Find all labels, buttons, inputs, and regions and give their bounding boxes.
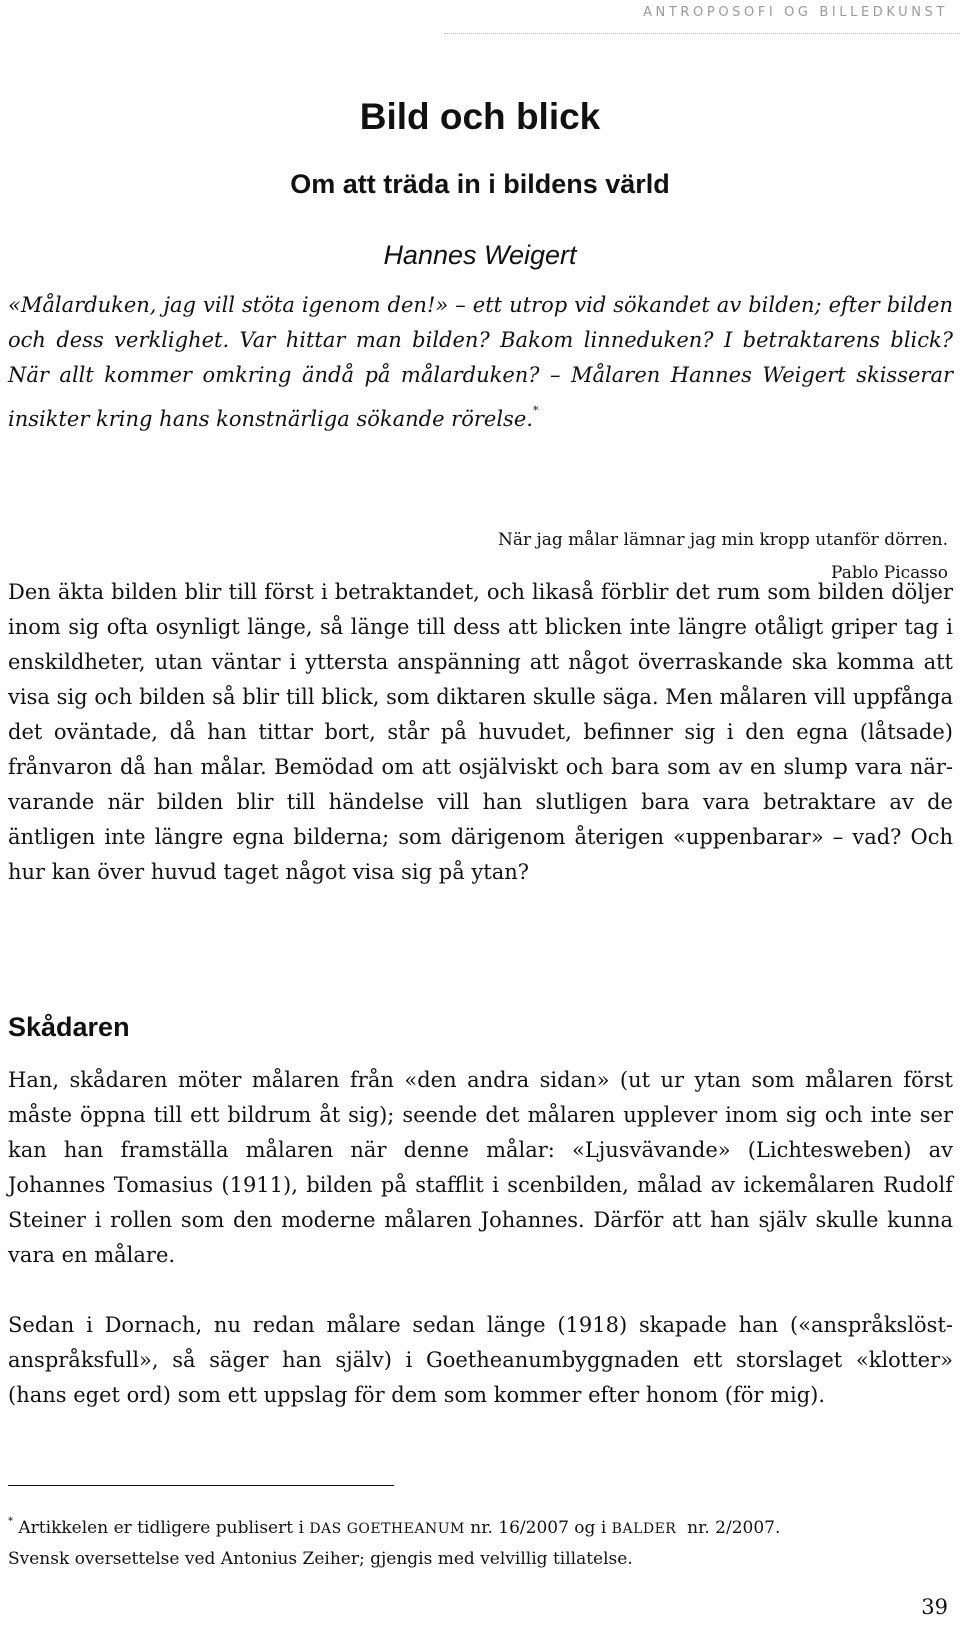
intro-paragraph bbox=[8, 288, 953, 437]
intro-footnote-marker: * bbox=[532, 404, 539, 417]
body-paragraph-2: Han, skådaren möter målaren från «den andra sidan» (ut ur ytan som målaren först måste öppna till ett bildrum åt sig); seende det målaren upplever inom sig och inte ser kan han framställa målaren när denne målar: «Ljusvävande» (Lichtesweben) av Johannes Tomasius (1911), bilden på stafflit i scenbilden, målad av ickemålaren Rudolf Steiner i rollen som den moderne målaren Johannes. Därför att han själv skulle kunna vara en målare. bbox=[8, 1068, 953, 1267]
footnote-part-3: nr. 2/2007. bbox=[687, 1518, 781, 1538]
epigraph-quote: När jag målar lämnar jag min kropp utanför dörren. bbox=[497, 530, 948, 550]
footnote-line-2: Svensk oversettelse ved Antonius Zeiher; gjengis med velvillig tillatelse. bbox=[8, 1549, 633, 1569]
footnote-part-1: Artikkelen er tidligere publisert i bbox=[18, 1518, 304, 1538]
footnote-journal-1: DAS GOETHEANUM bbox=[309, 1521, 465, 1537]
intro-text: «Målarduken, jag vill stöta igenom den!» – ett utrop vid sökandet av bilden; efter bilden och dess verklighet. Var hittar man bilden? Bakom linneduken? I betraktarens blick? När allt kommer omkring ändå på målarduken? – Målaren Hannes Weigert skisserar insikter kring hans konstnärliga sökande rörelse. bbox=[8, 293, 953, 431]
footnote-journal-2: BALDER bbox=[611, 1521, 677, 1537]
footnote-part-2: nr. 16/2007 og i bbox=[470, 1518, 607, 1538]
footnote-marker: * bbox=[8, 1516, 13, 1527]
article-title: Bild och blick bbox=[359, 96, 601, 137]
body-paragraph-1: Den äkta bilden blir till först i betraktandet, och likaså förblir det rum som bilden döljer inom sig ofta osynligt länge, så länge till dess att blicken inte längre otåligt griper tag i enskildheter, utan väntar i yttersta anspänning att något överraskande ska komma att visa sig och bilden så blir till blick, som diktaren skulle säga. Men målaren vill uppfånga det oväntade, då han tittar bort, står på huvudet, befinner sig i den egna (låtsade) frånvaron då han målar. Bemödad om att osjälviskt och bara som av en slump vara när-varande när bilden blir till händelse vill han slutligen bara vara betraktare av de äntligen inte längre egna bilderna; som därigenom återigen «uppenbarar» – vad? Och hur kan över huvud taget något visa sig på ytan? bbox=[8, 580, 953, 884]
epigraph-attribution: Pablo Picasso bbox=[831, 563, 948, 583]
running-header: ANTROPOSOFI OG BILLEDKUNST bbox=[643, 5, 948, 20]
header-dotted-rule bbox=[445, 33, 960, 34]
article-author: Hannes Weigert bbox=[383, 240, 577, 270]
section-heading: Skådaren bbox=[8, 1012, 130, 1042]
article-subtitle: Om att träda in i bildens värld bbox=[290, 169, 670, 199]
page-number: 39 bbox=[921, 1595, 948, 1619]
footnote-rule bbox=[8, 1485, 394, 1486]
footnote bbox=[8, 1507, 953, 1574]
body-paragraph-3: Sedan i Dornach, nu redan målare sedan länge (1918) skapade han («anspråkslöst-anspråksfull», så säger han själv) i Goetheanumbyggnaden ett storslaget «klotter» (hans eget ord) som ett uppslag för dem som kommer efter honom (för mig). bbox=[8, 1313, 953, 1407]
